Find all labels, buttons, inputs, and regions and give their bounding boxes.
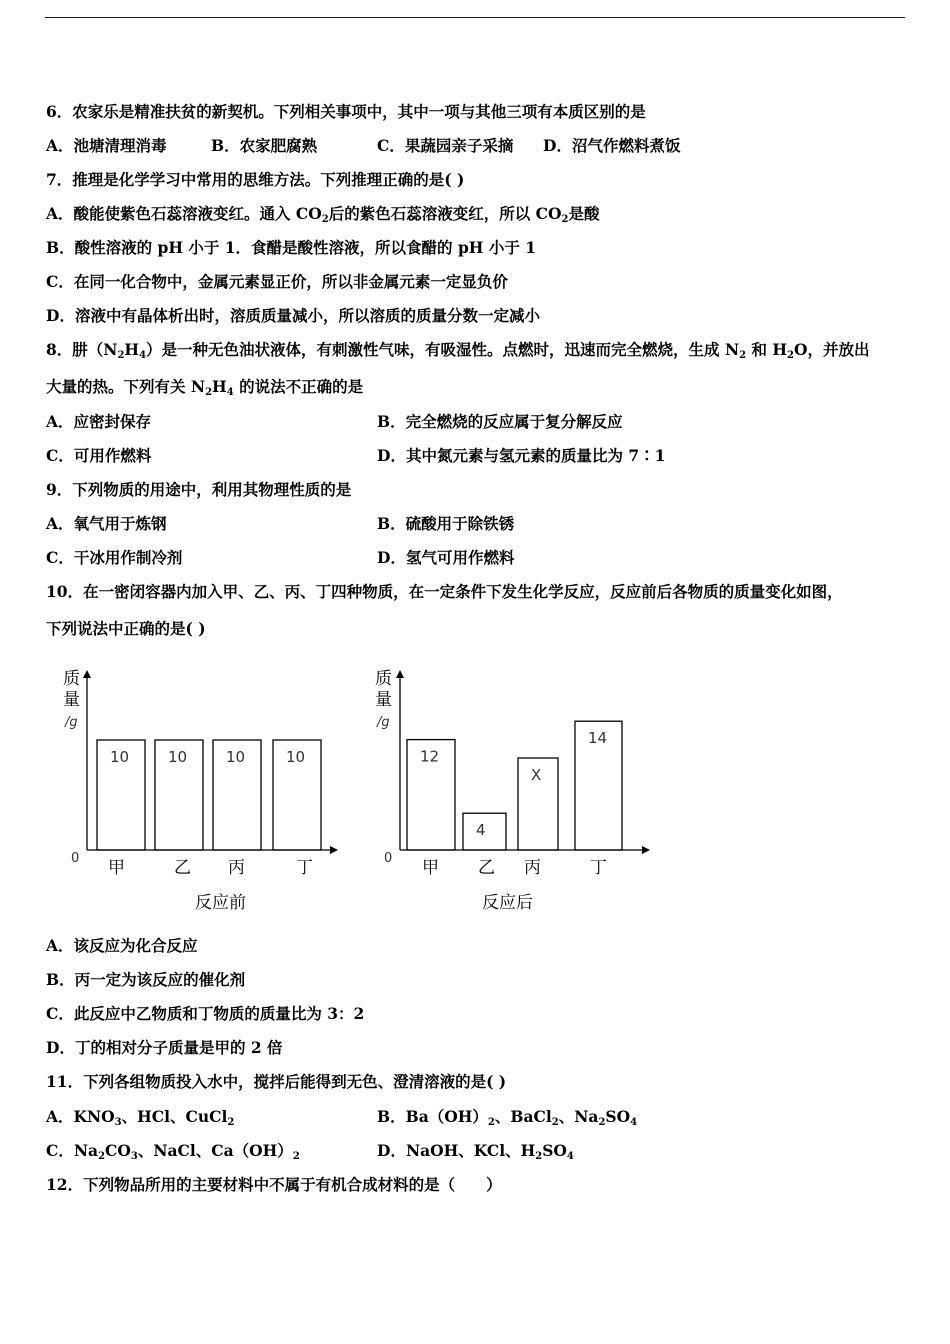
q8-stem-line2: 大量的热。下列有关 $N_2H_4$ 的说法不正确的是 [46,377,364,398]
q9-stem: 9．下列物质的用途中，利用其物理性质的是 [46,480,352,499]
chart-before-x-arrow [330,846,338,854]
chart-before-origin-label: 0 [71,851,80,866]
chart-before-category-4: 丁 [296,858,313,878]
chart-after-x-arrow [642,846,650,854]
q9-option-d[interactable]: D．氢气可用作燃料 [377,548,515,567]
chart-after-category-4: 丁 [590,858,607,878]
chart-after-category-2: 乙 [478,858,495,878]
q11-option-a[interactable]: A．$KNO_3$、HCl、CuCl$_2$ [46,1107,235,1128]
q10-bar-charts [55,660,675,920]
chart-after-y-arrow [396,670,404,678]
chart-before-category-1: 甲 [108,858,125,878]
chart-after-bar-label-1: 12 [420,747,440,766]
q7-option-a[interactable]: A．酸能使紫色石蕊溶液变红。通入 $CO_2$后的紫色石蕊溶液变红，所以 $CO_2$是酸 [46,204,600,225]
q7-option-c[interactable]: C．在同一化合物中，金属元素显正价，所以非金属元素一定显负价 [46,272,508,291]
q7-option-b[interactable]: B．酸性溶液的 pH 小于 1．食醋是酸性溶液，所以食醋的 pH 小于 1 [46,238,537,257]
chart-before-bar-label-1: 10 [110,748,130,766]
chart-before-y-arrow [83,670,91,678]
chart-before-category-2: 乙 [174,858,191,878]
q9-option-b[interactable]: B．硫酸用于除铁锈 [377,514,515,533]
chart-before-bar-label-4: 10 [286,748,306,766]
q9-option-c[interactable]: C．干冰用作制冷剂 [46,548,183,567]
chart-after-ylabel-unit: /g [377,715,390,730]
q7-option-d[interactable]: D．溶液中有晶体析出时，溶质质量减小，所以溶质的质量分数一定减小 [46,306,540,325]
chart-after-bar-label-4: 14 [588,729,608,748]
chart-before-bar-label-3: 10 [226,748,246,766]
chart-after-ylabel-char1: 质 [375,669,392,689]
chart-before-bar-label-2: 10 [168,748,188,766]
q12-stem: 12．下列物品所用的主要材料中不属于有机合成材料的是（ ） [46,1175,502,1194]
q11-stem: 11．下列各组物质投入水中，搅拌后能得到无色、澄清溶液的是( ) [46,1072,507,1091]
chart-before-title: 反应前 [195,893,246,913]
q11-option-c[interactable]: C．$Na_2CO_3$、NaCl、$Ca(OH)_2$ [46,1141,300,1162]
q10-stem-line2: 下列说法中正确的是( ) [46,619,206,638]
q8-option-d[interactable]: D．其中氮元素与氢元素的质量比为 7∶1 [377,446,666,465]
q6-option-b[interactable]: B．农家肥腐熟 [211,136,318,155]
chart-after-bar-label-2: 4 [476,821,486,840]
q6-option-c[interactable]: C．果蔬园亲子采摘 [377,136,514,155]
q8-option-b[interactable]: B．完全燃烧的反应属于复分解反应 [377,412,623,431]
q9-option-a[interactable]: A．氧气用于炼钢 [46,514,167,533]
q6-stem: 6．农家乐是精准扶贫的新契机。下列相关事项中，其中一项与其他三项有本质区别的是 [46,102,646,121]
chart-before-ylabel-char2: 量 [63,690,80,710]
q10-charts-svg [55,660,675,920]
chart-before-ylabel-unit: /g [65,715,78,730]
q7-stem: 7．推理是化学学习中常用的思维方法。下列推理正确的是( ) [46,170,465,189]
chart-before-ylabel-char1: 质 [63,669,80,689]
header-rule [45,17,905,18]
q8-option-c[interactable]: C．可用作燃料 [46,446,152,465]
q6-option-d[interactable]: D．沼气作燃料煮饭 [543,136,681,155]
q10-option-d[interactable]: D．丁的相对分子质量是甲的 2 倍 [46,1038,283,1057]
chart-after-category-3: 丙 [524,858,541,878]
chart-after-ylabel-char2: 量 [375,690,392,710]
q10-option-b[interactable]: B．丙一定为该反应的催化剂 [46,970,246,989]
q10-option-a[interactable]: A．该反应为化合反应 [46,936,198,955]
q11-option-d[interactable]: D．NaOH、KCl、$H_2SO_4$ [377,1141,574,1162]
q6-option-a[interactable]: A．池塘清理消毒 [46,136,167,155]
q10-option-c[interactable]: C．此反应中乙物质和丁物质的质量比为 3：2 [46,1004,365,1023]
chart-after-title: 反应后 [482,893,533,913]
chart-after-category-1: 甲 [422,858,439,878]
q10-stem-line1: 10．在一密闭容器内加入甲、乙、丙、丁四种物质，在一定条件下发生化学反应，反应前后各物质的质量变化如图， [46,582,843,601]
chart-before-category-3: 丙 [228,858,245,878]
chart-after-bar-label-3: X [531,766,542,784]
chart-after-origin-label: 0 [384,851,393,866]
q8-option-a[interactable]: A．应密封保存 [46,412,152,431]
q11-option-b[interactable]: B．$Ba(OH)_2$、BaCl$_2$、$Na_2SO_4$ [377,1107,638,1128]
q8-stem-line1: 8．肼$(N_2H_4)$是一种无色油状液体，有刺激性气味，有吸湿性。点燃时，迅速而完全燃烧，生成 $N_2$ 和 $H_2O$，并放出 [46,340,870,361]
